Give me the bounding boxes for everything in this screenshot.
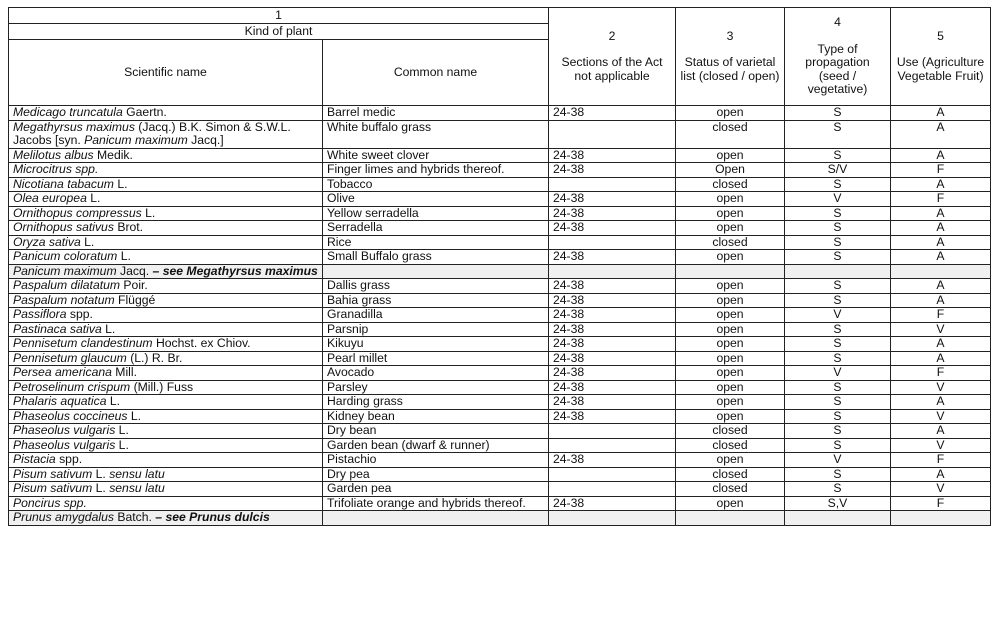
status-cell: closed xyxy=(676,177,785,192)
common-name-cell: Trifoliate orange and hybrids thereof. xyxy=(323,496,549,511)
sections-cell: 24-38 xyxy=(549,409,676,424)
scientific-name-cell xyxy=(9,264,323,279)
propagation-cell: S xyxy=(785,438,891,453)
scientific-name-part: Petroselinum crispum xyxy=(13,380,131,394)
scientific-name-cell xyxy=(9,351,323,366)
scientific-name-part: Phaseolus vulgaris xyxy=(13,438,116,452)
table-row xyxy=(9,250,991,265)
scientific-name-part: Paspalum dilatatum xyxy=(13,278,121,292)
scientific-name-cell xyxy=(9,482,323,497)
scientific-name-part: sensu latu xyxy=(109,467,165,481)
common-name-cell: Tobacco xyxy=(323,177,549,192)
use-cell: F xyxy=(891,308,991,323)
scientific-name-part: Persea americana xyxy=(13,365,112,379)
sections-cell xyxy=(549,177,676,192)
scientific-name-part: sensu latu xyxy=(109,481,165,495)
scientific-name-part: Mill. xyxy=(111,365,137,379)
common-name-cell xyxy=(323,264,549,279)
use-cell: A xyxy=(891,120,991,148)
status-cell: open xyxy=(676,279,785,294)
scientific-name-part: Poncirus spp. xyxy=(13,496,87,510)
status-cell: open xyxy=(676,351,785,366)
scientific-name-part: Jacq.] xyxy=(187,133,224,147)
use-cell: A xyxy=(891,351,991,366)
scientific-name-part: Poir. xyxy=(120,278,148,292)
propagation-cell: V xyxy=(785,453,891,468)
kind-of-plant-header: Kind of plant xyxy=(9,24,549,40)
scientific-name-part: Jacq. xyxy=(116,264,153,278)
propagation-cell: S xyxy=(785,250,891,265)
propagation-cell: S xyxy=(785,106,891,121)
sections-cell: 24-38 xyxy=(549,163,676,178)
sections-cell: 24-38 xyxy=(549,453,676,468)
scientific-name-cell xyxy=(9,467,323,482)
col3-header xyxy=(676,8,785,106)
scientific-name-part: L. xyxy=(127,409,142,423)
table-row xyxy=(9,120,991,148)
common-name-cell: Dry bean xyxy=(323,424,549,439)
scientific-name-cell xyxy=(9,496,323,511)
scientific-name-part: Melilotus albus xyxy=(13,148,94,162)
sections-cell xyxy=(549,438,676,453)
sections-cell: 24-38 xyxy=(549,279,676,294)
status-cell: open xyxy=(676,380,785,395)
scientific-name-part: Ornithopus compressus xyxy=(13,206,142,220)
scientific-name-part: L. xyxy=(86,191,101,205)
use-cell: A xyxy=(891,424,991,439)
common-name-cell: Garden pea xyxy=(323,482,549,497)
status-cell: closed xyxy=(676,467,785,482)
scientific-name-cell xyxy=(9,366,323,381)
use-cell: A xyxy=(891,395,991,410)
common-name-cell: Kikuyu xyxy=(323,337,549,352)
scientific-name-cell xyxy=(9,337,323,352)
propagation-cell: S,V xyxy=(785,496,891,511)
propagation-cell: S xyxy=(785,221,891,236)
propagation-cell: S xyxy=(785,177,891,192)
use-cell: A xyxy=(891,467,991,482)
use-cell: F xyxy=(891,366,991,381)
common-name-cell: Pearl millet xyxy=(323,351,549,366)
use-cell: A xyxy=(891,250,991,265)
col2-title: Sections of the Act not applicable xyxy=(561,55,663,83)
propagation-cell: S xyxy=(785,322,891,337)
scientific-name-cell xyxy=(9,395,323,410)
use-cell: A xyxy=(891,337,991,352)
sections-cell xyxy=(549,482,676,497)
scientific-name-part: Pisum sativum xyxy=(13,467,93,481)
table-row xyxy=(9,177,991,192)
scientific-name-part: Passiflora xyxy=(13,307,67,321)
status-cell: open xyxy=(676,366,785,381)
use-cell: A xyxy=(891,148,991,163)
scientific-name-cell xyxy=(9,380,323,395)
col4-header xyxy=(785,8,891,106)
plant-varieties-table xyxy=(8,7,991,526)
status-cell: open xyxy=(676,221,785,236)
scientific-name-part: Pistacia xyxy=(13,452,56,466)
table-row xyxy=(9,279,991,294)
sections-cell xyxy=(549,424,676,439)
propagation-cell: V xyxy=(785,308,891,323)
scientific-name-part: Nicotiana tabacum xyxy=(13,177,114,191)
scientific-name-part: L. xyxy=(117,249,131,263)
use-cell: V xyxy=(891,380,991,395)
scientific-name-part: L. xyxy=(106,394,121,408)
scientific-name-cell xyxy=(9,163,323,178)
status-cell: Open xyxy=(676,163,785,178)
status-cell: closed xyxy=(676,120,785,148)
sections-cell: 24-38 xyxy=(549,395,676,410)
scientific-name-cell xyxy=(9,279,323,294)
scientific-name-part: L. xyxy=(115,423,129,437)
scientific-name-cell xyxy=(9,308,323,323)
table-row xyxy=(9,395,991,410)
propagation-cell xyxy=(785,511,891,526)
scientific-name-cell xyxy=(9,453,323,468)
sections-cell: 24-38 xyxy=(549,250,676,265)
use-cell: V xyxy=(891,438,991,453)
common-name-cell: White sweet clover xyxy=(323,148,549,163)
common-name-cell: White buffalo grass xyxy=(323,120,549,148)
propagation-cell: V xyxy=(785,366,891,381)
status-cell: open xyxy=(676,337,785,352)
scientific-name-part: Ornithopus sativus xyxy=(13,220,114,234)
scientific-name-part: Panicum maximum xyxy=(13,264,117,278)
table-row xyxy=(9,409,991,424)
scientific-name-part: L. xyxy=(101,322,116,336)
scientific-name-part: Oryza sativa xyxy=(13,235,81,249)
scientific-name-cell xyxy=(9,177,323,192)
use-cell: A xyxy=(891,221,991,236)
scientific-name-cell xyxy=(9,322,323,337)
col4-title: Type of propagation (seed / vegetative) xyxy=(805,41,870,97)
sections-cell: 24-38 xyxy=(549,192,676,207)
common-name-cell: Yellow serradella xyxy=(323,206,549,221)
status-cell: open xyxy=(676,453,785,468)
table-row xyxy=(9,380,991,395)
scientific-name-cell xyxy=(9,148,323,163)
common-name-cell xyxy=(323,511,549,526)
scientific-name-part: – see Prunus dulcis xyxy=(155,510,270,524)
common-name-cell: Small Buffalo grass xyxy=(323,250,549,265)
table-row xyxy=(9,467,991,482)
sections-cell: 24-38 xyxy=(549,496,676,511)
scientific-name-part: Medik. xyxy=(93,148,133,162)
use-cell: A xyxy=(891,293,991,308)
scientific-name-part: (Mill.) Fuss xyxy=(130,380,194,394)
status-cell: open xyxy=(676,106,785,121)
scientific-name-part: Phaseolus coccineus xyxy=(13,409,128,423)
use-cell: A xyxy=(891,206,991,221)
use-cell: F xyxy=(891,496,991,511)
table-row xyxy=(9,496,991,511)
scientific-name-part: spp. xyxy=(55,452,83,466)
status-cell: open xyxy=(676,192,785,207)
scientific-name-part: (L.) R. Br. xyxy=(126,351,183,365)
scientific-name-part: Batch. xyxy=(113,510,156,524)
col4-number: 4 xyxy=(834,15,841,30)
sections-cell: 24-38 xyxy=(549,322,676,337)
status-cell: open xyxy=(676,250,785,265)
table-row xyxy=(9,424,991,439)
scientific-name-part: Phaseolus vulgaris xyxy=(13,423,116,437)
table-row xyxy=(9,106,991,121)
use-cell: A xyxy=(891,279,991,294)
common-name-cell: Rice xyxy=(323,235,549,250)
use-cell: A xyxy=(891,177,991,192)
table-row xyxy=(9,206,991,221)
propagation-cell: S xyxy=(785,120,891,148)
propagation-cell xyxy=(785,264,891,279)
scientific-name-part: Panicum coloratum xyxy=(13,249,118,263)
col2-number: 2 xyxy=(608,28,616,43)
status-cell: closed xyxy=(676,424,785,439)
common-name-cell: Garden bean (dwarf & runner) xyxy=(323,438,549,453)
table-row xyxy=(9,482,991,497)
scientific-name-part: L. xyxy=(113,177,128,191)
scientific-name-part: Pisum sativum xyxy=(13,481,93,495)
use-cell: A xyxy=(891,235,991,250)
common-name-cell: Olive xyxy=(323,192,549,207)
col3-number: 3 xyxy=(726,28,734,43)
scientific-name-part: Pennisetum clandestinum xyxy=(13,336,153,350)
scientific-name-part: L. xyxy=(92,467,110,481)
propagation-cell: S xyxy=(785,293,891,308)
table-row xyxy=(9,511,991,526)
table-row xyxy=(9,322,991,337)
propagation-cell: V xyxy=(785,192,891,207)
common-name-cell: Dallis grass xyxy=(323,279,549,294)
scientific-name-part: Flüggé xyxy=(114,293,156,307)
scientific-name-part: (Jacq.) B.K. Simon & S.W.L. Jacobs [syn. xyxy=(13,120,291,147)
scientific-name-part: Hochst. ex Chiov. xyxy=(152,336,251,350)
common-name-cell: Serradella xyxy=(323,221,549,236)
status-cell: open xyxy=(676,409,785,424)
scientific-name-cell xyxy=(9,206,323,221)
table-row xyxy=(9,453,991,468)
sections-cell: 24-38 xyxy=(549,206,676,221)
sections-cell xyxy=(549,235,676,250)
status-cell: closed xyxy=(676,438,785,453)
use-cell xyxy=(891,264,991,279)
scientific-name-part: Paspalum notatum xyxy=(13,293,115,307)
use-cell: A xyxy=(891,106,991,121)
common-name-cell: Barrel medic xyxy=(323,106,549,121)
scientific-name-cell xyxy=(9,120,323,148)
propagation-cell: S xyxy=(785,235,891,250)
scientific-name-part: Panicum maximum xyxy=(84,133,188,147)
scientific-name-part: spp. xyxy=(66,307,93,321)
status-cell: open xyxy=(676,206,785,221)
col5-title: Use (Agriculture Vegetable Fruit) xyxy=(896,55,985,83)
table-row xyxy=(9,148,991,163)
scientific-name-cell xyxy=(9,438,323,453)
propagation-cell: S xyxy=(785,206,891,221)
scientific-name-cell xyxy=(9,235,323,250)
common-name-header: Common name xyxy=(323,40,549,106)
col5-number: 5 xyxy=(937,28,944,43)
sections-cell xyxy=(549,511,676,526)
sections-cell: 24-38 xyxy=(549,221,676,236)
propagation-cell: S xyxy=(785,467,891,482)
common-name-cell: Granadilla xyxy=(323,308,549,323)
table-row xyxy=(9,221,991,236)
sections-cell xyxy=(549,120,676,148)
scientific-name-part: L. xyxy=(141,206,156,220)
common-name-cell: Kidney bean xyxy=(323,409,549,424)
propagation-cell: S/V xyxy=(785,163,891,178)
table-row xyxy=(9,264,991,279)
scientific-name-part: L. xyxy=(92,481,110,495)
status-cell xyxy=(676,264,785,279)
scientific-name-cell xyxy=(9,106,323,121)
use-cell: F xyxy=(891,163,991,178)
table-row xyxy=(9,366,991,381)
use-cell xyxy=(891,511,991,526)
table-row xyxy=(9,337,991,352)
propagation-cell: S xyxy=(785,351,891,366)
use-cell: V xyxy=(891,322,991,337)
use-cell: F xyxy=(891,192,991,207)
table-row xyxy=(9,192,991,207)
scientific-name-cell xyxy=(9,221,323,236)
use-cell: V xyxy=(891,482,991,497)
scientific-name-part: – see Megathyrsus maximus xyxy=(152,264,318,278)
table-row xyxy=(9,351,991,366)
use-cell: V xyxy=(891,409,991,424)
propagation-cell: S xyxy=(785,148,891,163)
sections-cell: 24-38 xyxy=(549,106,676,121)
scientific-name-part: Pennisetum glaucum xyxy=(13,351,127,365)
propagation-cell: S xyxy=(785,337,891,352)
scientific-name-cell xyxy=(9,250,323,265)
scientific-name-part: Pastinaca sativa xyxy=(13,322,102,336)
common-name-cell: Bahia grass xyxy=(323,293,549,308)
status-cell: closed xyxy=(676,482,785,497)
status-cell: open xyxy=(676,293,785,308)
sections-cell: 24-38 xyxy=(549,308,676,323)
sections-cell: 24-38 xyxy=(549,148,676,163)
common-name-cell: Harding grass xyxy=(323,395,549,410)
propagation-cell: S xyxy=(785,409,891,424)
propagation-cell: S xyxy=(785,424,891,439)
scientific-name-cell xyxy=(9,409,323,424)
scientific-name-part: Medicago truncatula xyxy=(13,105,123,119)
use-cell: F xyxy=(891,453,991,468)
scientific-name-part: Microcitrus spp. xyxy=(13,162,99,176)
sections-cell: 24-38 xyxy=(549,380,676,395)
propagation-cell: S xyxy=(785,395,891,410)
sections-cell: 24-38 xyxy=(549,337,676,352)
sections-cell xyxy=(549,264,676,279)
scientific-name-part: Olea europea xyxy=(13,191,87,205)
col1-number: 1 xyxy=(9,8,549,24)
table-row xyxy=(9,438,991,453)
scientific-name-part: Gaertn. xyxy=(122,105,167,119)
propagation-cell: S xyxy=(785,279,891,294)
status-cell xyxy=(676,511,785,526)
table-row xyxy=(9,235,991,250)
common-name-cell: Dry pea xyxy=(323,467,549,482)
table-row xyxy=(9,308,991,323)
scientific-name-part: L. xyxy=(80,235,95,249)
scientific-name-header: Scientific name xyxy=(9,40,323,106)
common-name-cell: Pistachio xyxy=(323,453,549,468)
scientific-name-part: Megathyrsus maximus xyxy=(13,120,135,134)
col3-title: Status of varietal list (closed / open) xyxy=(680,55,780,83)
common-name-cell: Avocado xyxy=(323,366,549,381)
propagation-cell: S xyxy=(785,380,891,395)
status-cell: open xyxy=(676,395,785,410)
col5-header xyxy=(891,8,991,106)
scientific-name-cell xyxy=(9,511,323,526)
scientific-name-cell xyxy=(9,293,323,308)
common-name-cell: Parsnip xyxy=(323,322,549,337)
scientific-name-part: Prunus amygdalus xyxy=(13,510,114,524)
common-name-cell: Parsley xyxy=(323,380,549,395)
propagation-cell: S xyxy=(785,482,891,497)
sections-cell: 24-38 xyxy=(549,351,676,366)
table-row xyxy=(9,293,991,308)
scientific-name-part: Brot. xyxy=(113,220,144,234)
scientific-name-cell xyxy=(9,192,323,207)
status-cell: open xyxy=(676,496,785,511)
sections-cell: 24-38 xyxy=(549,366,676,381)
status-cell: open xyxy=(676,322,785,337)
common-name-cell: Finger limes and hybrids thereof. xyxy=(323,163,549,178)
status-cell: open xyxy=(676,308,785,323)
scientific-name-part: Phalaris aquatica xyxy=(13,394,107,408)
scientific-name-cell xyxy=(9,424,323,439)
sections-cell xyxy=(549,467,676,482)
col2-header xyxy=(549,8,676,106)
sections-cell: 24-38 xyxy=(549,293,676,308)
status-cell: closed xyxy=(676,235,785,250)
table-row xyxy=(9,163,991,178)
status-cell: open xyxy=(676,148,785,163)
scientific-name-part: L. xyxy=(115,438,129,452)
